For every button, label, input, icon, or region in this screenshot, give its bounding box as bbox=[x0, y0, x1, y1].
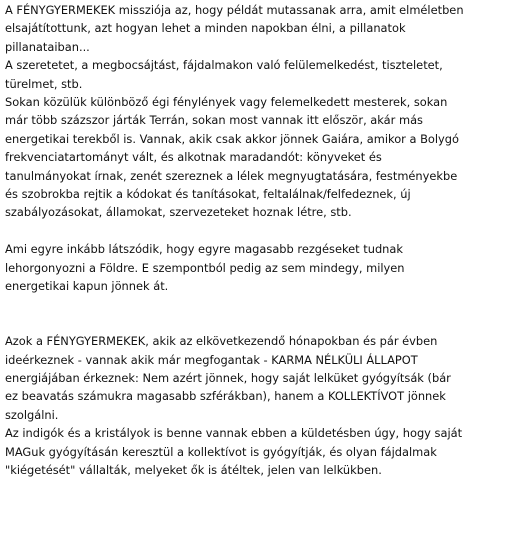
text-line: MAGuk gyógyításán keresztül a kollektívot is gyógyítják, és olyan fájdalmak bbox=[5, 444, 437, 459]
paragraph-spacer bbox=[5, 295, 515, 313]
text-line: energetikai terekből is. Vannak, akik csak akkor jönnek Gaiára, amikor a Bolygó bbox=[5, 131, 459, 146]
text-line: lehorgonyozni a Földre. E szempontból pedig az sem mindegy, milyen bbox=[5, 260, 405, 275]
paragraph-spacer bbox=[5, 222, 515, 240]
text-line: Az indigók és a kristályok is benne vannak ebben a küldetésben úgy, hogy saját bbox=[5, 426, 463, 441]
text-line: ideérkeznek - vannak akik már megfogantak - KARMA NÉLKÜLI ÁLLAPOT bbox=[5, 352, 418, 367]
paragraph-spacer bbox=[5, 314, 515, 332]
text-line: frekvenciatartományt vált, és alkotnak maradandót: könyveket és bbox=[5, 150, 382, 165]
text-line: már több százszor járták Terrán, sokan most vannak itt először, akár más bbox=[5, 113, 423, 128]
text-line: energetikai kapun jönnek át. bbox=[5, 279, 169, 294]
document-body bbox=[5, 1, 515, 480]
text-line: Sokan közülük különböző égi fénylények vagy felemelkedett mesterek, sokan bbox=[5, 95, 448, 110]
paragraph bbox=[5, 240, 515, 295]
text-line: ez beavatás számukra magasabb szférákban), hanem a KOLLEKTÍVOT jönnek bbox=[5, 389, 446, 404]
text-line: szolgálni. bbox=[5, 407, 59, 422]
text-line: energiájában érkeznek: Nem azért jönnek, hogy saját lelküket gyógyítsák (bár bbox=[5, 371, 451, 386]
text-line: Ami egyre inkább látszódik, hogy egyre magasabb rezgéseket tudnak bbox=[5, 242, 403, 257]
text-line: "kiégetését" vállalták, melyeket ők is átéltek, jelen van lelkükben. bbox=[5, 463, 382, 478]
text-line: A FÉNYGYERMEKEK missziója az, hogy példát mutassanak arra, amit elméletben bbox=[5, 3, 464, 17]
text-line: tanulmányokat írnak, zenét szereznek a lélek megnyugtatására, festményekbe bbox=[5, 168, 458, 183]
text-line: szabályozásokat, államokat, szervezeteket hoznak létre, stb. bbox=[5, 205, 352, 220]
text-line: Azok a FÉNYGYERMEKEK, akik az elkövetkezendő hónapokban és pár évben bbox=[5, 334, 438, 349]
text-line: elsajátítottunk, azt hogyan lehet a minden napokban élni, a pillanatok bbox=[5, 21, 406, 36]
text-line: és szobrokba rejtik a kódokat és tanításokat, feltalálnak/felfedeznek, új bbox=[5, 187, 411, 202]
paragraph bbox=[5, 1, 515, 222]
text-line: pillanataiban... bbox=[5, 39, 90, 54]
text-line: türelmet, stb. bbox=[5, 76, 83, 91]
text-line: A szeretetet, a megbocsájtást, fájdalmakon való felülemelkedést, tiszteletet, bbox=[5, 58, 443, 73]
paragraph bbox=[5, 332, 515, 479]
